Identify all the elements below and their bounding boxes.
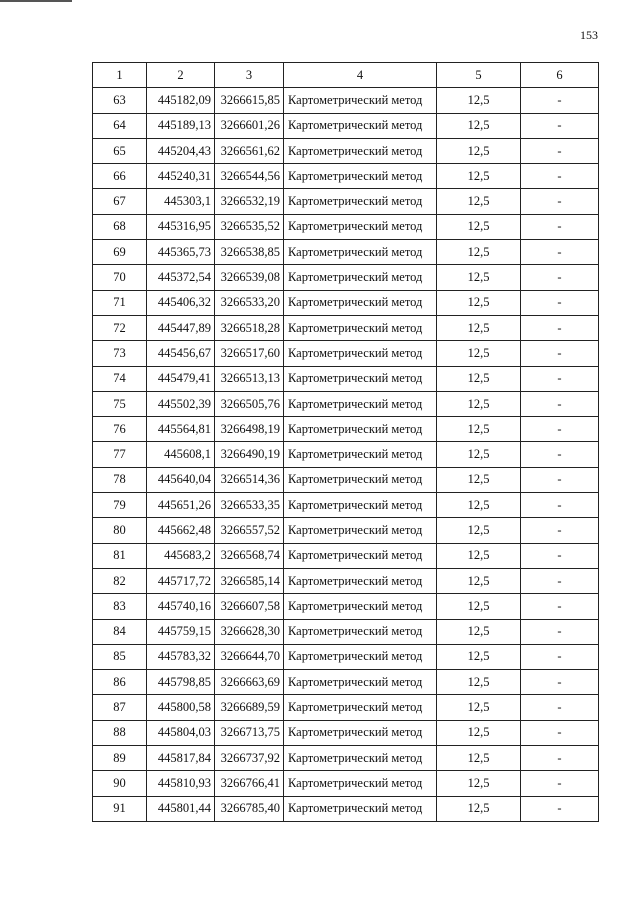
- y-coordinate-cell: 3266533,35: [215, 493, 284, 518]
- note-cell: -: [521, 113, 599, 138]
- table-row: [93, 670, 599, 695]
- y-coordinate-cell: 3266538,85: [215, 240, 284, 265]
- point-number-cell: 79: [93, 493, 147, 518]
- header-cell: 3: [215, 63, 284, 88]
- accuracy-cell: 12,5: [437, 189, 521, 214]
- point-number-cell: 73: [93, 341, 147, 366]
- x-coordinate-cell: 445372,54: [147, 265, 215, 290]
- x-coordinate-cell: 445810,93: [147, 771, 215, 796]
- y-coordinate-cell: 3266737,92: [215, 746, 284, 771]
- point-number-cell: 91: [93, 796, 147, 821]
- note-cell: -: [521, 644, 599, 669]
- method-cell: Картометрический метод: [284, 88, 437, 113]
- accuracy-cell: 12,5: [437, 113, 521, 138]
- point-number-cell: 82: [93, 568, 147, 593]
- method-cell: Картометрический метод: [284, 366, 437, 391]
- table-row: [93, 315, 599, 340]
- point-number-cell: 84: [93, 619, 147, 644]
- table-row: [93, 138, 599, 163]
- y-coordinate-cell: 3266505,76: [215, 391, 284, 416]
- accuracy-cell: 12,5: [437, 265, 521, 290]
- point-number-cell: 88: [93, 720, 147, 745]
- table-row: [93, 543, 599, 568]
- table-row: [93, 467, 599, 492]
- table-row: [93, 695, 599, 720]
- x-coordinate-cell: 445804,03: [147, 720, 215, 745]
- method-cell: Картометрический метод: [284, 265, 437, 290]
- method-cell: Картометрический метод: [284, 442, 437, 467]
- table-row: [93, 417, 599, 442]
- note-cell: -: [521, 467, 599, 492]
- accuracy-cell: 12,5: [437, 670, 521, 695]
- method-cell: Картометрический метод: [284, 214, 437, 239]
- method-cell: Картометрический метод: [284, 720, 437, 745]
- accuracy-cell: 12,5: [437, 543, 521, 568]
- table-row: [93, 240, 599, 265]
- note-cell: -: [521, 417, 599, 442]
- x-coordinate-cell: 445800,58: [147, 695, 215, 720]
- x-coordinate-cell: 445182,09: [147, 88, 215, 113]
- method-cell: Картометрический метод: [284, 695, 437, 720]
- table-row: [93, 720, 599, 745]
- table-row: [93, 214, 599, 239]
- point-number-cell: 77: [93, 442, 147, 467]
- point-number-cell: 66: [93, 164, 147, 189]
- accuracy-cell: 12,5: [437, 88, 521, 113]
- accuracy-cell: 12,5: [437, 594, 521, 619]
- accuracy-cell: 12,5: [437, 240, 521, 265]
- accuracy-cell: 12,5: [437, 214, 521, 239]
- point-number-cell: 80: [93, 518, 147, 543]
- x-coordinate-cell: 445651,26: [147, 493, 215, 518]
- accuracy-cell: 12,5: [437, 341, 521, 366]
- table-row: [93, 341, 599, 366]
- x-coordinate-cell: 445456,67: [147, 341, 215, 366]
- note-cell: -: [521, 796, 599, 821]
- method-cell: Картометрический метод: [284, 493, 437, 518]
- x-coordinate-cell: 445189,13: [147, 113, 215, 138]
- x-coordinate-cell: 445759,15: [147, 619, 215, 644]
- point-number-cell: 90: [93, 771, 147, 796]
- accuracy-cell: 12,5: [437, 164, 521, 189]
- x-coordinate-cell: 445801,44: [147, 796, 215, 821]
- accuracy-cell: 12,5: [437, 467, 521, 492]
- accuracy-cell: 12,5: [437, 644, 521, 669]
- method-cell: Картометрический метод: [284, 417, 437, 442]
- y-coordinate-cell: 3266785,40: [215, 796, 284, 821]
- point-number-cell: 67: [93, 189, 147, 214]
- table-row: [93, 290, 599, 315]
- method-cell: Картометрический метод: [284, 518, 437, 543]
- table-header-row: [93, 63, 599, 88]
- note-cell: -: [521, 164, 599, 189]
- x-coordinate-cell: 445365,73: [147, 240, 215, 265]
- note-cell: -: [521, 442, 599, 467]
- method-cell: Картометрический метод: [284, 290, 437, 315]
- y-coordinate-cell: 3266568,74: [215, 543, 284, 568]
- accuracy-cell: 12,5: [437, 493, 521, 518]
- method-cell: Картометрический метод: [284, 315, 437, 340]
- note-cell: -: [521, 315, 599, 340]
- table-row: [93, 771, 599, 796]
- accuracy-cell: 12,5: [437, 315, 521, 340]
- note-cell: -: [521, 543, 599, 568]
- accuracy-cell: 12,5: [437, 771, 521, 796]
- y-coordinate-cell: 3266644,70: [215, 644, 284, 669]
- accuracy-cell: 12,5: [437, 442, 521, 467]
- method-cell: Картометрический метод: [284, 164, 437, 189]
- point-number-cell: 81: [93, 543, 147, 568]
- point-number-cell: 69: [93, 240, 147, 265]
- point-number-cell: 76: [93, 417, 147, 442]
- x-coordinate-cell: 445303,1: [147, 189, 215, 214]
- point-number-cell: 71: [93, 290, 147, 315]
- x-coordinate-cell: 445240,31: [147, 164, 215, 189]
- y-coordinate-cell: 3266557,52: [215, 518, 284, 543]
- point-number-cell: 83: [93, 594, 147, 619]
- accuracy-cell: 12,5: [437, 138, 521, 163]
- header-cell: 5: [437, 63, 521, 88]
- note-cell: -: [521, 88, 599, 113]
- table-row: [93, 113, 599, 138]
- table-row: [93, 164, 599, 189]
- x-coordinate-cell: 445817,84: [147, 746, 215, 771]
- method-cell: Картометрический метод: [284, 771, 437, 796]
- point-number-cell: 70: [93, 265, 147, 290]
- note-cell: -: [521, 695, 599, 720]
- note-cell: -: [521, 240, 599, 265]
- note-cell: -: [521, 619, 599, 644]
- method-cell: Картометрический метод: [284, 240, 437, 265]
- table-row: [93, 644, 599, 669]
- accuracy-cell: 12,5: [437, 290, 521, 315]
- method-cell: Картометрический метод: [284, 189, 437, 214]
- y-coordinate-cell: 3266514,36: [215, 467, 284, 492]
- x-coordinate-cell: 445406,32: [147, 290, 215, 315]
- accuracy-cell: 12,5: [437, 417, 521, 442]
- x-coordinate-cell: 445662,48: [147, 518, 215, 543]
- point-number-cell: 63: [93, 88, 147, 113]
- y-coordinate-cell: 3266607,58: [215, 594, 284, 619]
- x-coordinate-cell: 445608,1: [147, 442, 215, 467]
- table-row: [93, 442, 599, 467]
- accuracy-cell: 12,5: [437, 366, 521, 391]
- header-cell: 4: [284, 63, 437, 88]
- point-number-cell: 87: [93, 695, 147, 720]
- y-coordinate-cell: 3266490,19: [215, 442, 284, 467]
- table-row: [93, 366, 599, 391]
- point-number-cell: 64: [93, 113, 147, 138]
- y-coordinate-cell: 3266766,41: [215, 771, 284, 796]
- method-cell: Картометрический метод: [284, 113, 437, 138]
- method-cell: Картометрический метод: [284, 568, 437, 593]
- table-body: [93, 63, 599, 822]
- y-coordinate-cell: 3266532,19: [215, 189, 284, 214]
- point-number-cell: 74: [93, 366, 147, 391]
- y-coordinate-cell: 3266513,13: [215, 366, 284, 391]
- y-coordinate-cell: 3266561,62: [215, 138, 284, 163]
- accuracy-cell: 12,5: [437, 568, 521, 593]
- x-coordinate-cell: 445479,41: [147, 366, 215, 391]
- method-cell: Картометрический метод: [284, 341, 437, 366]
- y-coordinate-cell: 3266544,56: [215, 164, 284, 189]
- method-cell: Картометрический метод: [284, 670, 437, 695]
- y-coordinate-cell: 3266663,69: [215, 670, 284, 695]
- accuracy-cell: 12,5: [437, 391, 521, 416]
- accuracy-cell: 12,5: [437, 746, 521, 771]
- point-number-cell: 86: [93, 670, 147, 695]
- note-cell: -: [521, 265, 599, 290]
- note-cell: -: [521, 771, 599, 796]
- method-cell: Картометрический метод: [284, 644, 437, 669]
- y-coordinate-cell: 3266615,85: [215, 88, 284, 113]
- point-number-cell: 68: [93, 214, 147, 239]
- table-row: [93, 265, 599, 290]
- x-coordinate-cell: 445316,95: [147, 214, 215, 239]
- method-cell: Картометрический метод: [284, 594, 437, 619]
- top-edge-rule: [0, 0, 72, 2]
- method-cell: Картометрический метод: [284, 467, 437, 492]
- note-cell: -: [521, 189, 599, 214]
- y-coordinate-cell: 3266535,52: [215, 214, 284, 239]
- method-cell: Картометрический метод: [284, 138, 437, 163]
- page-number: 153: [580, 28, 598, 42]
- y-coordinate-cell: 3266539,08: [215, 265, 284, 290]
- table-row: [93, 746, 599, 771]
- note-cell: -: [521, 138, 599, 163]
- accuracy-cell: 12,5: [437, 518, 521, 543]
- header-cell: 6: [521, 63, 599, 88]
- y-coordinate-cell: 3266517,60: [215, 341, 284, 366]
- method-cell: Картометрический метод: [284, 796, 437, 821]
- x-coordinate-cell: 445683,2: [147, 543, 215, 568]
- table-row: [93, 619, 599, 644]
- x-coordinate-cell: 445564,81: [147, 417, 215, 442]
- y-coordinate-cell: 3266628,30: [215, 619, 284, 644]
- x-coordinate-cell: 445640,04: [147, 467, 215, 492]
- method-cell: Картометрический метод: [284, 543, 437, 568]
- point-number-cell: 65: [93, 138, 147, 163]
- note-cell: -: [521, 746, 599, 771]
- point-number-cell: 75: [93, 391, 147, 416]
- header-cell: 2: [147, 63, 215, 88]
- point-number-cell: 78: [93, 467, 147, 492]
- note-cell: -: [521, 518, 599, 543]
- point-number-cell: 85: [93, 644, 147, 669]
- note-cell: -: [521, 594, 599, 619]
- table-row: [93, 189, 599, 214]
- y-coordinate-cell: 3266601,26: [215, 113, 284, 138]
- y-coordinate-cell: 3266498,19: [215, 417, 284, 442]
- note-cell: -: [521, 493, 599, 518]
- note-cell: -: [521, 290, 599, 315]
- y-coordinate-cell: 3266518,28: [215, 315, 284, 340]
- table-row: [93, 493, 599, 518]
- x-coordinate-cell: 445717,72: [147, 568, 215, 593]
- x-coordinate-cell: 445740,16: [147, 594, 215, 619]
- accuracy-cell: 12,5: [437, 695, 521, 720]
- note-cell: -: [521, 720, 599, 745]
- accuracy-cell: 12,5: [437, 619, 521, 644]
- table-row: [93, 796, 599, 821]
- table-row: [93, 391, 599, 416]
- note-cell: -: [521, 670, 599, 695]
- method-cell: Картометрический метод: [284, 746, 437, 771]
- y-coordinate-cell: 3266533,20: [215, 290, 284, 315]
- x-coordinate-cell: 445783,32: [147, 644, 215, 669]
- x-coordinate-cell: 445502,39: [147, 391, 215, 416]
- note-cell: -: [521, 366, 599, 391]
- coordinates-table: [92, 62, 599, 822]
- note-cell: -: [521, 568, 599, 593]
- point-number-cell: 72: [93, 315, 147, 340]
- accuracy-cell: 12,5: [437, 720, 521, 745]
- table-row: [93, 568, 599, 593]
- header-cell: 1: [93, 63, 147, 88]
- point-number-cell: 89: [93, 746, 147, 771]
- y-coordinate-cell: 3266713,75: [215, 720, 284, 745]
- x-coordinate-cell: 445447,89: [147, 315, 215, 340]
- table-row: [93, 594, 599, 619]
- x-coordinate-cell: 445798,85: [147, 670, 215, 695]
- note-cell: -: [521, 391, 599, 416]
- method-cell: Картометрический метод: [284, 391, 437, 416]
- method-cell: Картометрический метод: [284, 619, 437, 644]
- note-cell: -: [521, 341, 599, 366]
- accuracy-cell: 12,5: [437, 796, 521, 821]
- y-coordinate-cell: 3266585,14: [215, 568, 284, 593]
- note-cell: -: [521, 214, 599, 239]
- table-row: [93, 88, 599, 113]
- table-row: [93, 518, 599, 543]
- x-coordinate-cell: 445204,43: [147, 138, 215, 163]
- y-coordinate-cell: 3266689,59: [215, 695, 284, 720]
